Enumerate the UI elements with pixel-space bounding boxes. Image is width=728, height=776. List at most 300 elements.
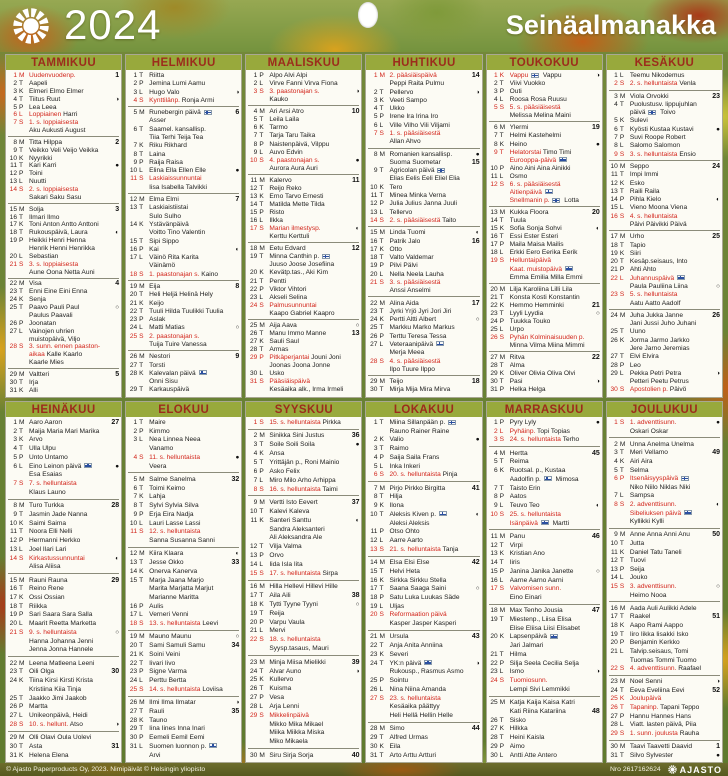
week-separator bbox=[368, 556, 479, 557]
day-text bbox=[29, 253, 106, 260]
nameday-text: Ilkka bbox=[269, 217, 283, 225]
weekday-letter: K bbox=[259, 337, 264, 345]
nameday-text: Tuukka Touko bbox=[509, 317, 551, 325]
day-text bbox=[149, 528, 226, 535]
day-line bbox=[488, 112, 600, 119]
day-text bbox=[269, 668, 346, 675]
day-line bbox=[608, 353, 720, 360]
nameday-text: Aino Aini Aina Ainikki bbox=[509, 164, 571, 172]
nameday-text: Alvar Auno bbox=[269, 667, 302, 675]
moon-phase-icon-f: ○ bbox=[355, 321, 360, 329]
nameday-text: Suoma Suometar bbox=[389, 158, 441, 166]
day-line bbox=[367, 485, 479, 492]
day-line bbox=[127, 454, 239, 461]
day-number: 14 bbox=[129, 567, 138, 575]
nameday-text: Eino Einari bbox=[509, 594, 542, 602]
day-text bbox=[389, 725, 466, 732]
day-line bbox=[488, 132, 600, 139]
weekday-letter: L bbox=[499, 427, 504, 435]
day-text bbox=[389, 485, 466, 492]
day-number: 27 bbox=[9, 712, 17, 720]
day-line bbox=[488, 467, 600, 474]
nameday-text: Elina Ella Ellen Elle bbox=[149, 167, 206, 175]
day-number: 26 bbox=[610, 336, 618, 344]
week-number: 8 bbox=[235, 282, 240, 290]
day-line bbox=[7, 594, 119, 601]
finnish-flag-icon bbox=[436, 341, 444, 346]
nameday-text: Veera bbox=[149, 462, 167, 470]
nameday-text: Elise Eliisa Liisi Elisabet bbox=[509, 624, 581, 632]
nameday-text: Klaus Launo bbox=[29, 488, 66, 496]
nameday-text: Lotta bbox=[564, 197, 579, 205]
day-text bbox=[269, 245, 346, 252]
day-number: 5 bbox=[373, 113, 378, 121]
day-text bbox=[389, 366, 466, 373]
day-number: 5 bbox=[13, 453, 17, 461]
weekday-letter: K bbox=[619, 548, 625, 556]
day-number: 17 bbox=[129, 611, 138, 619]
day-text bbox=[630, 370, 707, 377]
day-line bbox=[367, 308, 479, 315]
nameday-text: Reima bbox=[509, 458, 529, 466]
day-text bbox=[389, 279, 466, 286]
day-text bbox=[630, 566, 707, 573]
day-text bbox=[269, 386, 346, 393]
row-right-slot bbox=[346, 177, 359, 184]
nameday-text: Helka Helga bbox=[509, 386, 546, 394]
day-number: 7 bbox=[493, 132, 498, 140]
weekday-letter: S bbox=[19, 186, 24, 194]
weekday-letter: T bbox=[19, 602, 24, 610]
day-number: 14 bbox=[610, 196, 618, 204]
day-line bbox=[367, 72, 479, 79]
day-number: 3 bbox=[373, 96, 378, 104]
weekday-letter: S bbox=[259, 156, 264, 164]
row-right-slot bbox=[587, 378, 600, 385]
day-text bbox=[510, 96, 587, 103]
day-line bbox=[608, 622, 720, 629]
holiday-text: 3. s. helluntaista bbox=[629, 150, 678, 158]
day-text bbox=[510, 752, 587, 759]
day-line bbox=[127, 520, 239, 527]
day-text bbox=[269, 729, 346, 736]
day-text bbox=[389, 138, 466, 145]
day-number: 1 bbox=[13, 72, 17, 79]
day-line bbox=[608, 540, 720, 547]
row-right-slot bbox=[346, 88, 359, 95]
nameday-text: Aune Oona Netta Auni bbox=[29, 268, 95, 276]
weekday-letter: M bbox=[19, 138, 25, 146]
row-right-slot bbox=[346, 322, 359, 329]
row-right-slot bbox=[346, 330, 359, 337]
day-number: 27 bbox=[610, 712, 618, 720]
day-line bbox=[7, 280, 119, 287]
day-text bbox=[630, 275, 707, 282]
row-right-slot bbox=[707, 233, 720, 240]
nameday-text: Kalevalan päivä bbox=[149, 370, 208, 377]
moon-phase-icon-q3: ◑ bbox=[595, 668, 600, 676]
day-line bbox=[488, 334, 600, 341]
day-text bbox=[630, 574, 707, 581]
week-separator bbox=[368, 148, 479, 149]
day-number: 20 bbox=[490, 633, 498, 641]
nameday-text: Maija Maria Mari Marika bbox=[29, 427, 100, 435]
day-number: 25 bbox=[490, 325, 498, 333]
day-text bbox=[630, 386, 707, 393]
day-line bbox=[127, 324, 239, 331]
nameday-text: Toimi Keimo bbox=[149, 484, 186, 492]
holiday-text: Sibeliuksen päivä bbox=[630, 510, 694, 517]
holiday-text: 3. sunn. ennen paaston- bbox=[29, 343, 101, 351]
day-line bbox=[367, 254, 479, 261]
day-number: 8 bbox=[253, 485, 258, 493]
day-line bbox=[7, 454, 119, 461]
nameday-text: Kristiina Kiia Tinja bbox=[29, 685, 82, 693]
day-text bbox=[29, 359, 106, 366]
day-line bbox=[367, 651, 479, 658]
row-right-slot bbox=[106, 721, 119, 728]
day-line bbox=[127, 246, 239, 253]
day-line bbox=[247, 468, 359, 475]
weekday-letter: T bbox=[139, 559, 144, 567]
day-number: 27 bbox=[370, 340, 378, 348]
weekday-letter: S bbox=[499, 677, 505, 685]
day-text bbox=[149, 568, 226, 575]
holiday-text: Helluntaipäivä bbox=[509, 257, 552, 265]
day-text bbox=[389, 471, 466, 478]
nameday-text: Konsta Kosti Konstantin bbox=[509, 293, 580, 301]
weekday-letter: P bbox=[259, 618, 264, 626]
day-text bbox=[630, 188, 707, 195]
weekday-letter: L bbox=[499, 751, 504, 759]
nameday-text: Siiri bbox=[629, 249, 641, 257]
finnish-flag-icon bbox=[322, 254, 330, 259]
weekday-letter: S bbox=[259, 301, 264, 309]
day-text bbox=[29, 147, 106, 154]
weekday-letter: M bbox=[379, 229, 385, 237]
day-line bbox=[367, 113, 479, 120]
day-line bbox=[608, 72, 720, 79]
row-right-slot bbox=[226, 699, 239, 706]
moon-phase-icon-q1: ◐ bbox=[115, 229, 120, 237]
week-separator bbox=[248, 655, 359, 656]
day-line bbox=[127, 196, 239, 203]
moon-phase-icon-n: ● bbox=[475, 150, 480, 158]
day-line bbox=[608, 266, 720, 273]
day-line bbox=[127, 559, 239, 566]
day-line bbox=[488, 677, 600, 684]
day-line bbox=[488, 173, 600, 180]
day-text bbox=[29, 445, 106, 452]
day-line bbox=[127, 378, 239, 385]
weekday-letter: K bbox=[139, 299, 144, 307]
weekday-letter: K bbox=[619, 249, 625, 257]
day-line bbox=[247, 610, 359, 617]
week-number: 2 bbox=[115, 138, 120, 146]
day-line bbox=[127, 677, 239, 684]
weekday-letter: T bbox=[259, 253, 264, 261]
weekday-letter: T bbox=[139, 642, 144, 650]
weekday-letter: P bbox=[139, 510, 144, 518]
day-line bbox=[488, 181, 600, 188]
day-line bbox=[367, 246, 479, 253]
weekday-letter: M bbox=[139, 282, 145, 290]
day-number: 9 bbox=[614, 150, 618, 158]
day-line bbox=[608, 258, 720, 265]
nameday-text: Solja bbox=[29, 205, 44, 213]
day-number: 9 bbox=[373, 167, 378, 175]
nameday-text: Max Tenho Jousia bbox=[509, 607, 563, 615]
day-number: 25 bbox=[9, 694, 17, 702]
day-text bbox=[389, 105, 466, 112]
day-line bbox=[367, 633, 479, 640]
row-right-slot bbox=[346, 225, 359, 232]
day-text bbox=[630, 151, 707, 158]
day-text bbox=[630, 721, 707, 728]
day-text bbox=[389, 287, 466, 294]
day-number: 31 bbox=[370, 751, 378, 759]
day-text bbox=[149, 577, 226, 584]
day-number: 4 bbox=[493, 96, 498, 104]
moon-phase-icon-f: ○ bbox=[355, 600, 360, 608]
nameday-text: Helena Elena bbox=[29, 751, 69, 759]
month-days bbox=[366, 70, 481, 397]
moon-phase-icon-q3: ◑ bbox=[355, 88, 360, 96]
weekday-letter: T bbox=[619, 171, 624, 179]
day-line bbox=[367, 316, 479, 323]
day-line bbox=[488, 96, 600, 103]
holiday-text: 10. s. hellunt. bbox=[29, 720, 69, 728]
row-right-slot bbox=[346, 752, 359, 759]
day-text bbox=[29, 734, 106, 741]
day-number: 5 bbox=[253, 116, 258, 124]
day-line bbox=[488, 651, 600, 658]
weekday-letter: T bbox=[19, 445, 24, 453]
weekday-letter: L bbox=[259, 293, 263, 301]
day-text bbox=[389, 454, 466, 461]
nameday-text: Iiro Iikka Iisakki Isko bbox=[629, 630, 689, 638]
day-line bbox=[7, 127, 119, 134]
day-line bbox=[488, 249, 600, 256]
nameday-text: Sanna Susanna Sanni bbox=[149, 537, 215, 545]
nameday-text: Irja bbox=[29, 378, 39, 386]
day-line bbox=[7, 577, 119, 584]
weekday-letter: M bbox=[139, 550, 145, 558]
day-line bbox=[488, 708, 600, 715]
nameday-text: Vappu bbox=[542, 72, 562, 79]
day-line bbox=[7, 629, 119, 636]
day-text bbox=[630, 540, 707, 547]
week-separator bbox=[368, 226, 479, 227]
weekday-letter: T bbox=[379, 192, 384, 200]
weekday-letter: S bbox=[499, 510, 505, 518]
weekday-letter: K bbox=[379, 316, 384, 324]
day-number: 9 bbox=[614, 531, 618, 539]
weekday-letter: T bbox=[379, 659, 384, 667]
nameday-text: Auvo Edvin bbox=[269, 148, 303, 156]
day-number: 30 bbox=[249, 370, 258, 378]
day-line bbox=[608, 605, 720, 612]
day-line bbox=[7, 206, 119, 213]
day-line bbox=[7, 603, 119, 610]
day-text bbox=[29, 72, 106, 79]
day-number: 6 bbox=[493, 124, 498, 132]
weekday-letter: T bbox=[499, 309, 504, 317]
day-text bbox=[269, 636, 346, 643]
nameday-text: Elma Elmi bbox=[149, 196, 179, 204]
week-number: 30 bbox=[111, 668, 120, 676]
day-text bbox=[149, 633, 226, 640]
day-text bbox=[269, 193, 346, 200]
nameday-text: Arvi bbox=[149, 751, 161, 759]
weekday-letter: T bbox=[259, 609, 264, 617]
nameday-text: Tiina Kirsi Kirsti Krista bbox=[29, 677, 93, 685]
row-right-slot bbox=[467, 511, 480, 518]
weekday-letter: L bbox=[139, 436, 143, 444]
weekday-letter: T bbox=[619, 704, 624, 712]
nameday-text: Heimo Nooa bbox=[629, 591, 667, 599]
nameday-text: Juha Jukka Janne bbox=[629, 311, 683, 319]
weekday-letter: T bbox=[379, 510, 384, 518]
day-line bbox=[608, 467, 720, 474]
nameday-text: Runebergin päivä bbox=[149, 109, 214, 116]
weekday-letter: K bbox=[379, 96, 384, 104]
nameday-text: Suvi Roope Robert bbox=[629, 134, 686, 142]
nameday-text: Nestori bbox=[149, 353, 171, 361]
row-right-slot bbox=[467, 300, 480, 307]
nameday-text: Saimi Saima bbox=[29, 519, 67, 527]
day-line bbox=[608, 320, 720, 327]
day-text bbox=[510, 370, 587, 377]
day-text bbox=[510, 342, 587, 349]
nameday-text: Aatu Aatto Aadolf bbox=[629, 299, 681, 307]
weekday-letter: T bbox=[379, 642, 384, 650]
week-number: 18 bbox=[471, 378, 480, 386]
week-number: 47 bbox=[592, 607, 600, 615]
day-number: 31 bbox=[610, 751, 618, 759]
weekday-letter: K bbox=[619, 457, 625, 465]
weekday-letter: L bbox=[19, 252, 23, 260]
nameday-text: Unikeonpäivä, Heidi bbox=[29, 712, 88, 720]
day-line bbox=[488, 197, 600, 204]
day-number: 10 bbox=[370, 510, 378, 518]
nameday-text: Sylvi Sylvia Silva bbox=[149, 502, 199, 510]
day-line bbox=[608, 80, 720, 87]
nameday-text: Päivö bbox=[669, 386, 687, 394]
day-text bbox=[269, 627, 346, 634]
day-line bbox=[367, 537, 479, 544]
weekday-letter: P bbox=[139, 734, 144, 742]
day-text bbox=[510, 197, 587, 204]
day-number: 6 bbox=[373, 471, 378, 479]
day-text bbox=[510, 476, 587, 483]
nameday-text: Tuuli Hilda Tuulikki Tuulia bbox=[149, 307, 224, 315]
day-text bbox=[630, 665, 707, 672]
weekday-letter: S bbox=[139, 96, 144, 104]
day-number: 10 bbox=[610, 539, 618, 547]
day-text bbox=[510, 550, 587, 557]
row-right-slot bbox=[346, 441, 359, 448]
day-number: 23 bbox=[370, 650, 378, 658]
day-number: 5 bbox=[133, 109, 138, 117]
month-title: LOKAKUU bbox=[366, 402, 481, 417]
day-number: 24 bbox=[370, 316, 378, 324]
holiday-text: 25. s. helluntaista bbox=[509, 510, 561, 518]
moon-phase-icon-n: ● bbox=[115, 462, 120, 470]
day-number: 22 bbox=[9, 280, 17, 288]
day-number: 8 bbox=[13, 138, 17, 146]
day-line bbox=[488, 717, 600, 724]
day-line bbox=[127, 353, 239, 360]
day-text bbox=[389, 358, 466, 365]
day-line bbox=[7, 245, 119, 252]
day-text bbox=[269, 561, 346, 568]
nameday-text: Asta bbox=[29, 742, 43, 750]
row-right-slot bbox=[467, 378, 480, 385]
holiday-text: Eurooppa-päivä bbox=[510, 157, 569, 164]
day-number: 28 bbox=[370, 357, 378, 365]
day-number: 27 bbox=[610, 353, 618, 361]
day-line bbox=[608, 752, 720, 759]
nameday-text: Airi Aira bbox=[629, 457, 653, 465]
day-text bbox=[389, 349, 466, 356]
day-line bbox=[127, 611, 239, 618]
week-separator bbox=[489, 529, 600, 530]
weekday-letter: S bbox=[499, 104, 505, 112]
day-line bbox=[608, 300, 720, 307]
day-line bbox=[608, 631, 720, 638]
day-number: 5 bbox=[253, 459, 258, 467]
nameday-text: Ystävänpäivä bbox=[149, 220, 189, 228]
nameday-text: Maire bbox=[149, 419, 166, 426]
row-right-slot bbox=[346, 432, 359, 439]
weekday-letter: K bbox=[379, 183, 384, 191]
weekday-letter: S bbox=[139, 332, 144, 340]
day-line bbox=[367, 436, 479, 443]
day-line bbox=[127, 333, 239, 340]
nameday-text: Jemina Lumi Aamu bbox=[149, 80, 206, 88]
day-text bbox=[269, 157, 346, 164]
day-line bbox=[7, 563, 119, 570]
weekday-letter: P bbox=[499, 659, 505, 667]
nameday-text: Jani Jussi Juho Juhani bbox=[629, 320, 697, 328]
day-line bbox=[367, 341, 479, 348]
day-text bbox=[29, 703, 106, 710]
day-line bbox=[488, 88, 600, 95]
day-number: 12 bbox=[610, 557, 618, 565]
weekday-letter: L bbox=[499, 96, 504, 104]
holiday-text: Itsenäisyyspäivä bbox=[630, 475, 691, 482]
week-separator bbox=[489, 283, 600, 284]
holiday-text: Pyhän Kolminaisuuden p. bbox=[509, 334, 585, 342]
day-number: 8 bbox=[133, 150, 138, 158]
nameday-text: Pellervo bbox=[389, 88, 414, 96]
nameday-text: Esko bbox=[629, 179, 645, 187]
day-line bbox=[7, 328, 119, 335]
day-line bbox=[127, 428, 239, 435]
row-right-slot bbox=[467, 238, 480, 245]
day-text bbox=[630, 204, 707, 211]
day-line bbox=[367, 349, 479, 356]
holiday-text: 3. paastonajan s. bbox=[269, 88, 320, 96]
day-text bbox=[29, 721, 106, 728]
nameday-text: Roosa Rosa Ruusu bbox=[509, 96, 567, 104]
nameday-text: Helmi Kastehelmi bbox=[509, 132, 561, 140]
nameday-text: Otto bbox=[389, 245, 402, 253]
weekday-letter: K bbox=[19, 221, 24, 229]
day-line bbox=[7, 221, 119, 228]
day-number: 16 bbox=[249, 583, 258, 591]
